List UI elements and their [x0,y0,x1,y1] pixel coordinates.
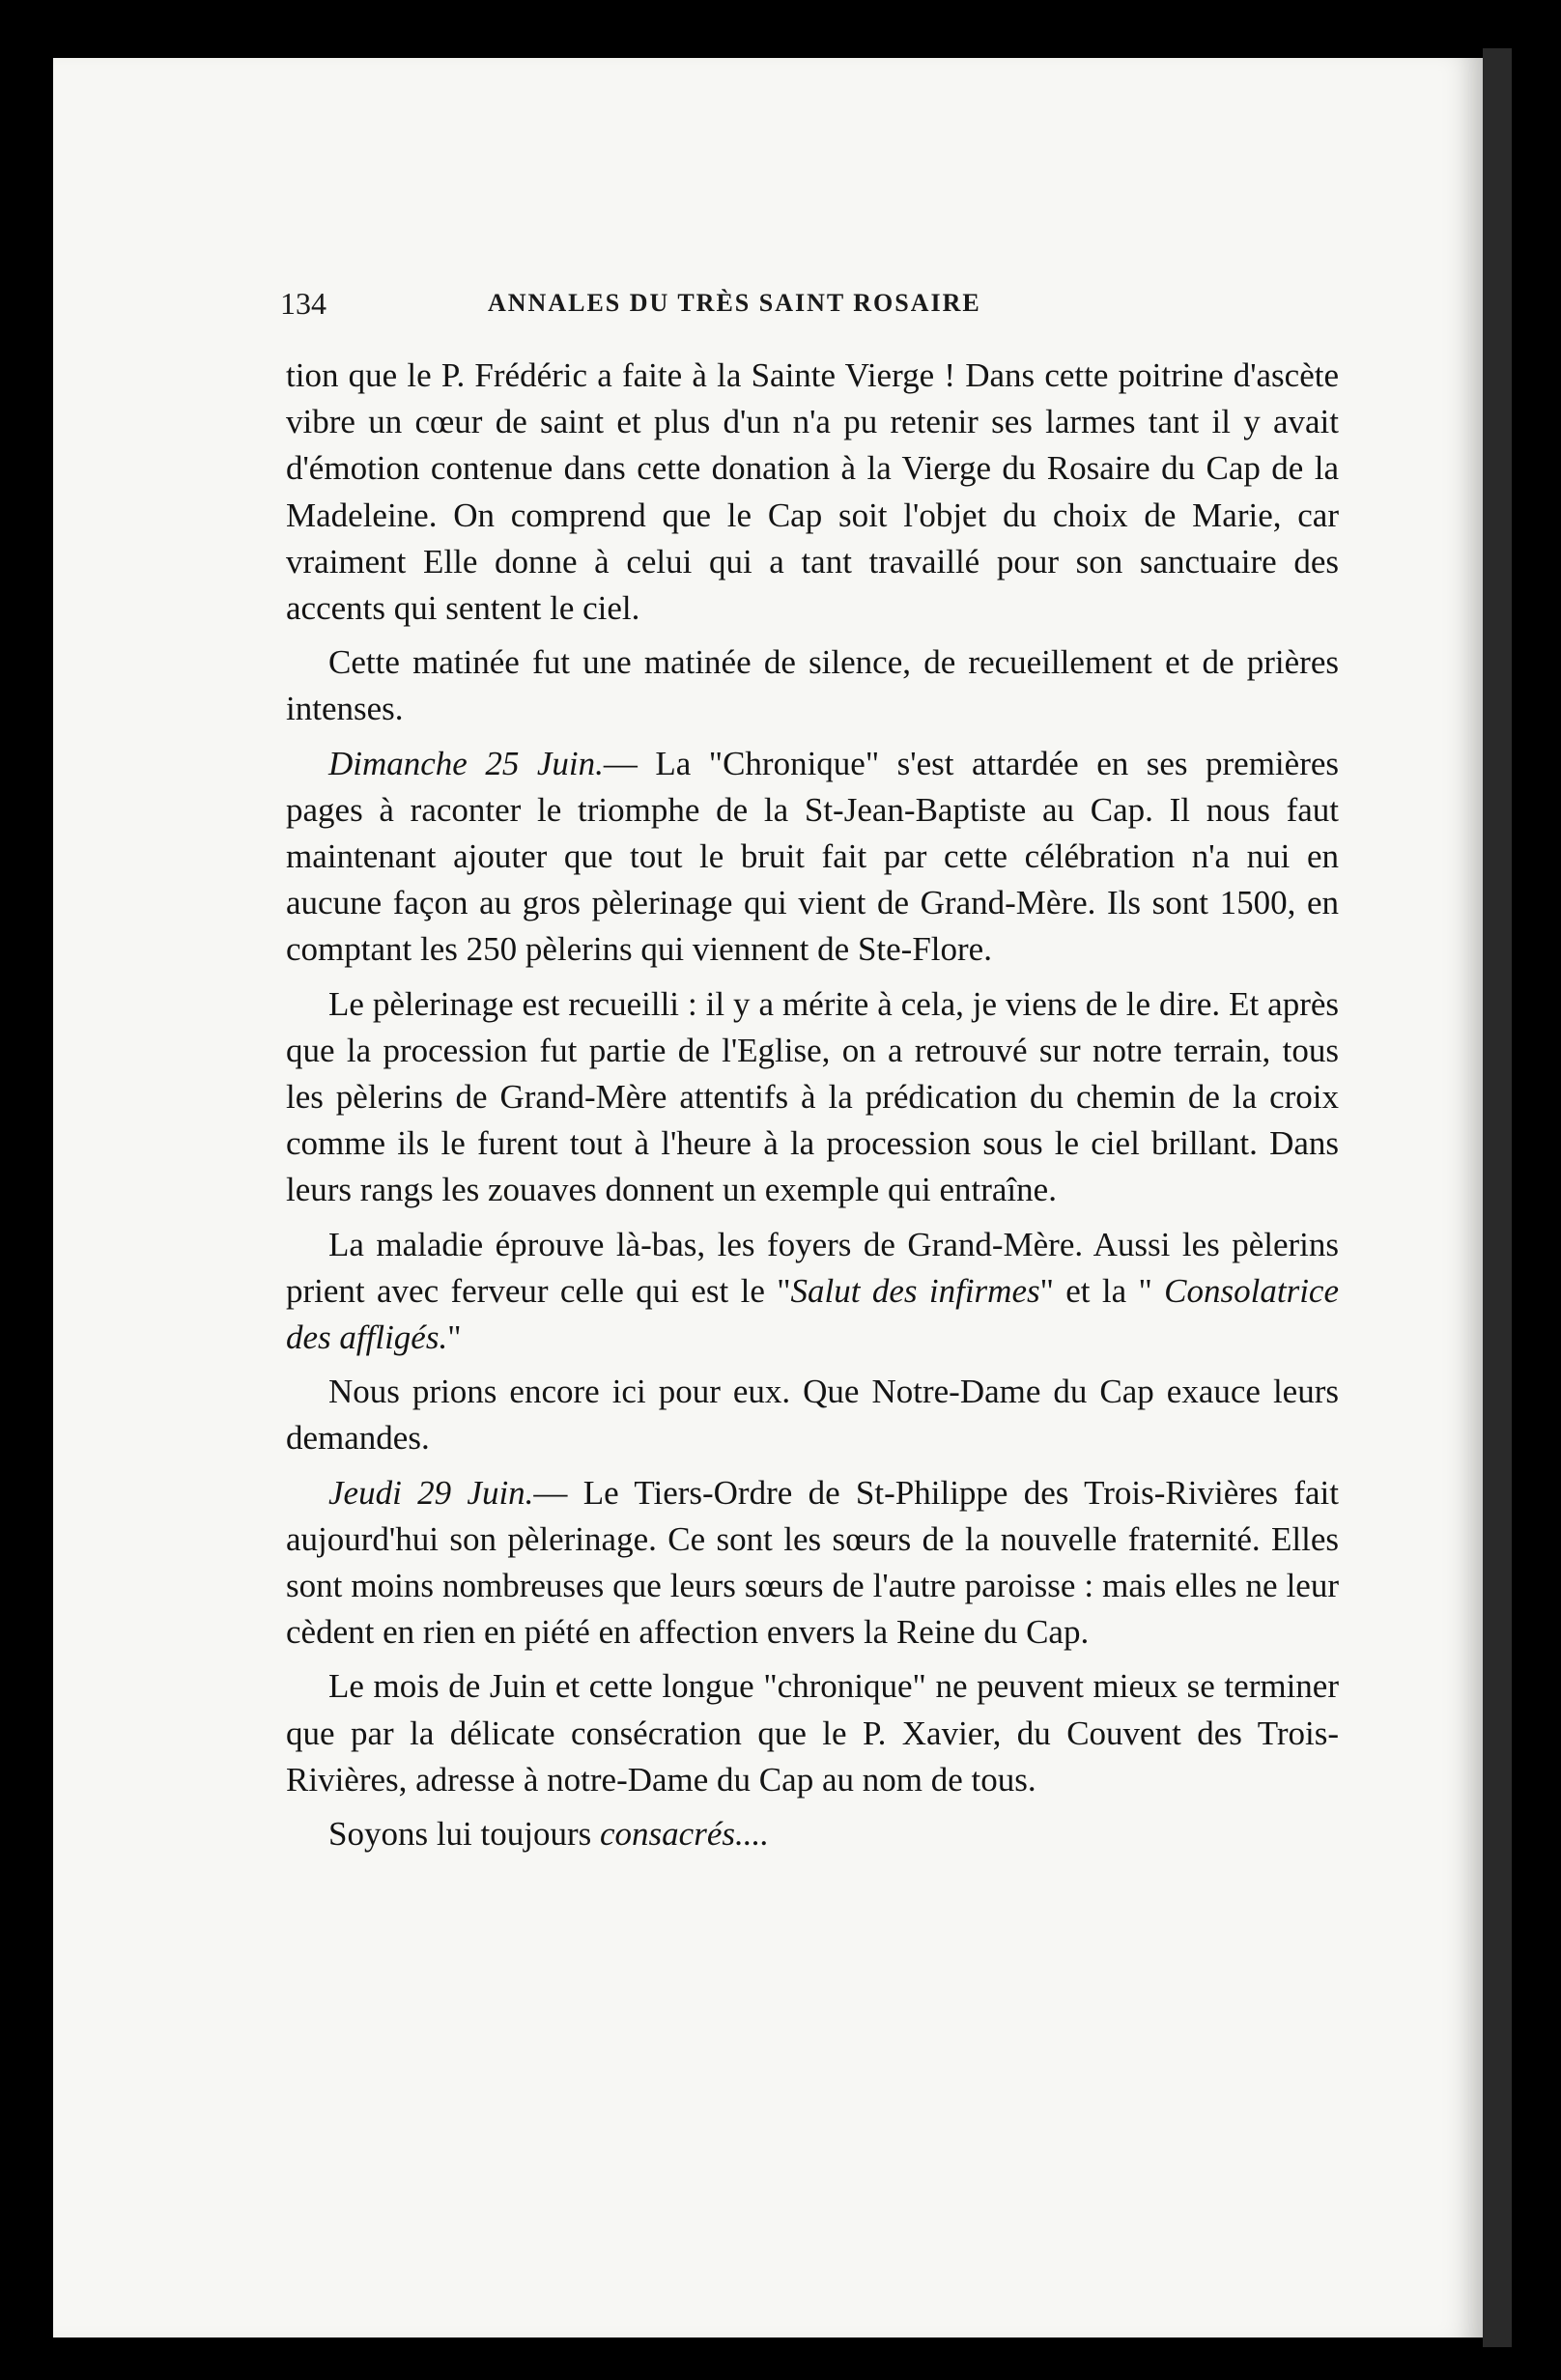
entry-text: — Le Tiers-Ordre de St-Philippe des Trois-Rivières fait aujourd'hui son pèlerinage. Ce sont les sœurs de la nouvelle fraternité. Elles sont moins nombreuses que leurs sœurs de l'autre paroisse : mais elles ne leur cèdent en rien en piété en affection envers la Reine du Cap. [286,1473,1339,1652]
page-number: 134 [280,286,326,321]
page-edge [1483,48,1512,2347]
entry-date: Dimanche 25 Juin. [328,744,604,782]
italic-phrase: Consolatrice des affligés. [286,1271,1339,1357]
text-span: " [447,1318,462,1357]
paragraph: Le pèlerinage est recueilli : il y a mérite à cela, je viens de le dire. Et après que la procession fut partie de l'Eglise, on a retrouvé sur notre terrain, tous les pèlerins de Grand-Mère attentifs à la prédication du chemin de la croix comme ils le furent tout à l'heure à la procession sous le ciel brillant. Dans leurs rangs les zouaves donnent un exemple qui entraîne. [286,984,1339,1209]
italic-phrase: consacrés.... [600,1815,769,1854]
paragraph: tion que le P. Frédéric a faite à la Sainte Vierge ! Dans cette poitrine d'ascète vibre un cœur de saint et plus d'un n'a pu retenir ses larmes tant il y avait d'émotion contenue dans cette donation à la Vierge du Rosaire du Cap de la Madeleine. On comprend que le Cap soit l'objet du choix de Marie, car vraiment Elle donne à celui qui a tant travaillé pour son sanctuaire des accents qui sentent le ciel. [286,356,1339,628]
body-text [286,353,1339,1865]
paragraph: Nous prions encore ici pour eux. Que Notre-Dame du Cap exauce leurs demandes. [286,1373,1339,1458]
italic-phrase: Salut des infirmes [790,1271,1040,1310]
text-span: La maladie éprouve là-bas, les foyers de Grand-Mère. Aussi les pèlerins prient avec ferveur celle qui est le " [286,1225,1339,1310]
paragraph: Le mois de Juin et cette longue "chronique" ne peuvent mieux se terminer que par la délicate consécration que le P. Xavier, du Couvent des Trois-Rivières, adresse à notre-Dame du Cap au nom de tous. [286,1667,1339,1799]
paragraph [286,1222,1339,1362]
paragraph [286,1811,1339,1857]
paragraph: Cette matinée fut une matinée de silence, de recueillement et de prières intenses. [286,643,1339,728]
text-span: Soyons lui toujours [328,1815,601,1854]
entry-date: Jeudi 29 Juin. [328,1473,534,1512]
paragraph [286,1470,1339,1657]
running-head [280,286,1362,321]
paragraph [286,741,1339,974]
running-title: ANNALES DU TRÈS SAINT ROSAIRE [488,289,981,317]
text-span: " et la " [1039,1271,1165,1310]
entry-text: — La "Chronique" s'est attardée en ses premières pages à raconter le triomphe de la St-Jean-Baptiste au Cap. Il nous faut maintenant ajouter que tout le bruit fait par cette célébration n'a nui en aucune façon au gros pèlerinage qui vient de Grand-Mère. Ils sont 1500, en comptant les 250 pèlerins qui viennent de Ste-Flore. [286,744,1340,969]
